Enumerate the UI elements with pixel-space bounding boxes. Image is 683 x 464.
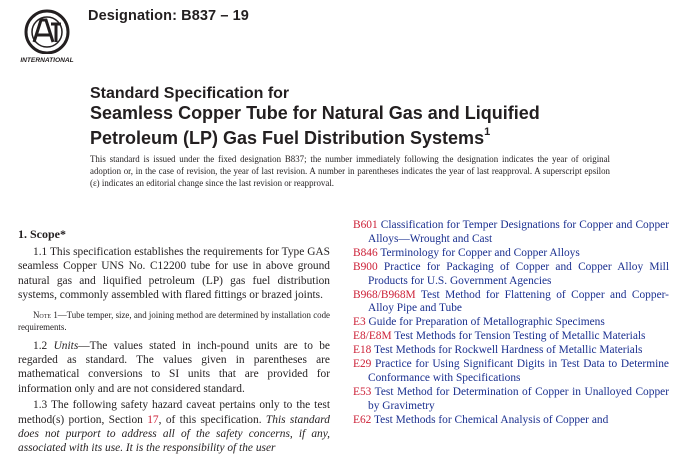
scope-1-1: 1.1 This specification establishes the requirements for Type GAS seamless Copper UNS No. C12200 tube for use in above ground natural gas and liquified petroleum (LP) gas fuel distribution systems, commonly assembled with flared fittings or brazed joints. — [18, 246, 330, 302]
scope-1-3-text-b: , of this specification. — [158, 413, 266, 426]
title-footnote-marker[interactable]: 1 — [484, 126, 491, 138]
reference-item — [353, 414, 669, 428]
reference-item — [353, 386, 669, 414]
scope-heading: 1. Scope* — [18, 227, 66, 241]
reference-code-link[interactable]: E18 — [353, 344, 372, 357]
reference-code-link[interactable]: E62 — [353, 413, 372, 426]
reference-title[interactable]: Terminology for Copper and Copper Alloys — [380, 246, 580, 259]
reference-title[interactable]: Test Method for Flattening of Copper and Copper-Alloy Pipe and Tube — [368, 288, 669, 315]
note-1 — [18, 309, 330, 333]
scope-1-3-caveat: This standard does not purport to address all of the safety concerns, if any, associated with its use. It is the responsibility of the user — [18, 413, 331, 455]
right-column — [353, 219, 669, 428]
reference-code-link[interactable]: E53 — [353, 385, 372, 398]
scope-1-2 — [18, 339, 330, 397]
reference-title[interactable]: Test Methods for Tension Testing of Metallic Materials — [394, 330, 646, 343]
reference-item — [353, 247, 669, 261]
referenced-documents-list — [353, 219, 669, 428]
svg-text:INTERNATIONAL: INTERNATIONAL — [20, 57, 74, 64]
reference-code-link[interactable]: E8/E8M — [353, 330, 392, 343]
issuance-notice: This standard is issued under the fixed designation B837; the number immediately following the designation indicates the year of original adoption or, in the case of revision, the year of last revision. A number in parentheses indicates the year of last reapproval. A superscript epsilon (ε) indicates an editorial change since the last revision or reapproval. — [90, 154, 610, 189]
reference-item — [353, 358, 669, 386]
reference-code-link[interactable]: B968/B968M — [353, 288, 416, 301]
scope-1-2-text: —The values stated in inch-pound units are to be regarded as standard. The values given in parentheses are mathematical conversions to SI units that are provided for information only and are not considered standard. — [18, 339, 330, 395]
scope-1-2-number: 1.2 — [33, 339, 54, 352]
reference-code-link[interactable]: B601 — [353, 219, 378, 231]
reference-title[interactable]: Test Method for Determination of Copper in Unalloyed Copper by Gravimetry — [368, 385, 669, 412]
title-line-3 — [90, 124, 650, 149]
title-line-3-text: Petroleum (LP) Gas Fuel Distribution Systems — [90, 128, 485, 148]
reference-title[interactable]: Test Methods for Rockwell Hardness of Metallic Materials — [374, 344, 643, 357]
note-text: —Tube temper, size, and joining method are determined by installation code requirements. — [18, 309, 330, 332]
section-17-link[interactable]: 17 — [147, 413, 159, 426]
reference-code-link[interactable]: B900 — [353, 260, 378, 273]
reference-item — [353, 330, 669, 344]
scope-1-3-text-a: 1.3 The following safety hazard caveat pertains only to the test method(s) portion, Section — [18, 399, 330, 426]
reference-code-link[interactable]: B846 — [353, 246, 378, 259]
reference-title[interactable]: Classification for Temper Designations for Copper and Copper Alloys—Wrought and Cast — [368, 219, 669, 245]
reference-title[interactable]: Practice for Packaging of Copper and Copper Alloy Mill Products for U.S. Government Agencies — [368, 260, 669, 287]
scope-1-3 — [18, 398, 330, 456]
designation-label: Designation: B837 – 19 — [88, 8, 249, 24]
reference-item — [353, 316, 669, 330]
page-title — [90, 85, 650, 149]
reference-item — [353, 344, 669, 358]
reference-code-link[interactable]: E29 — [353, 358, 372, 371]
title-line-2: Seamless Copper Tube for Natural Gas and Liquified — [90, 103, 540, 123]
reference-title[interactable]: Practice for Using Significant Digits in Test Data to Determine Conformance with Specifications — [368, 358, 669, 384]
reference-title[interactable]: Test Methods for Chemical Analysis of Copper and — [374, 413, 609, 426]
note-label: Note 1 — [33, 309, 58, 320]
title-line-1: Standard Specification for — [90, 85, 290, 102]
reference-item — [353, 289, 669, 317]
left-column — [18, 227, 330, 456]
scope-1-2-title: Units — [53, 339, 79, 352]
astm-logo — [17, 8, 77, 66]
reference-item — [353, 219, 669, 247]
reference-item — [353, 261, 669, 289]
reference-title[interactable]: Guide for Preparation of Metallographic Specimens — [368, 316, 605, 329]
reference-code-link[interactable]: E3 — [353, 316, 366, 329]
